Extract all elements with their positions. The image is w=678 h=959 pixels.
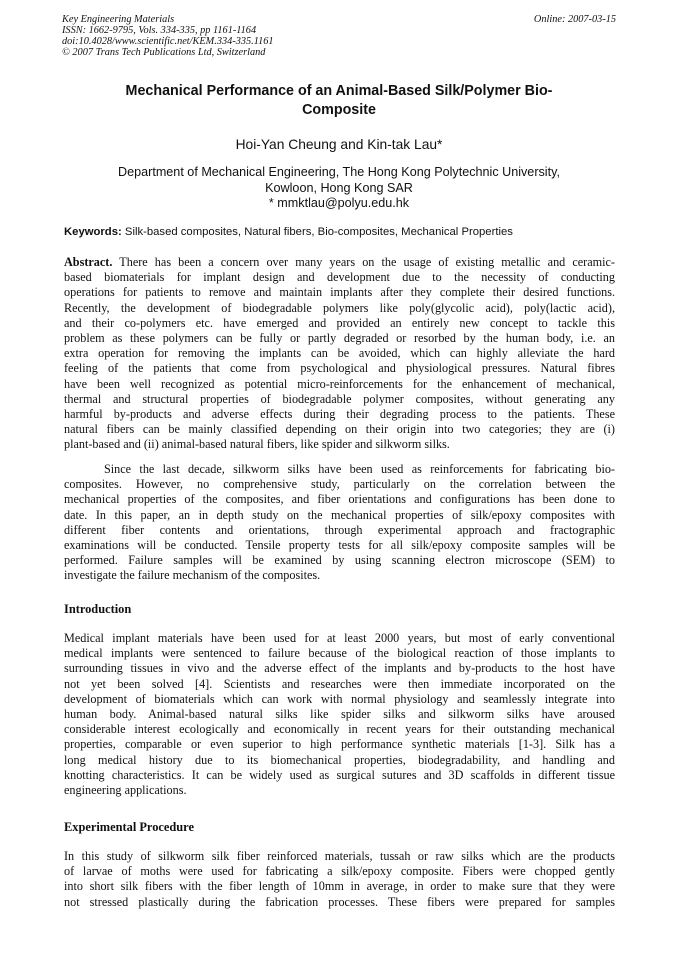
affiliation <box>62 165 616 212</box>
abstract-line: and their co-polymers etc. have emerged and provided an entirely new concept to tackle this <box>64 315 615 330</box>
abstract-line: extra operation for removing the implants can be avoided, which can highly alleviate the hard <box>64 346 615 361</box>
affiliation-line-2: Kowloon, Hong Kong SAR <box>265 180 413 195</box>
abstract-line: have been well recognized as potential micro-reinforcements for the enhancement of mechanical, <box>64 376 615 391</box>
abstract-line: mechanical properties of the composites, and fiber orientations and configurations has been done to <box>64 492 615 507</box>
abstract-line: operations for patients to remove and maintain implants after they complete their desired functions. <box>64 285 615 300</box>
intro-line: development of biomaterials which can work with normal physiology and seamlessly integrate into <box>64 691 615 706</box>
intro-line: properties, comparable or even superior to high performance synthetic materials [1-3]. Silk has a <box>64 737 615 752</box>
paper-title <box>62 82 616 120</box>
experimental-line: into short silk fibers with the fiber length of 10mm in average, in order to make sure that they were <box>64 879 615 894</box>
experimental-line: of larvae of moths were used for fabricating a silk/epoxy composite. Fibers were chopped gently <box>64 864 615 879</box>
intro-line: Medical implant materials have been used for at least 2000 years, but most of early conventional <box>64 631 615 645</box>
abstract-line: plant-based and (ii) animal-based natural fibers, like spider and silkworm silks. <box>64 437 450 452</box>
abstract-line: problem as these polymers can be fully or partly degraded or resorbed by the human body, i.e. an <box>64 330 615 345</box>
introduction-body <box>64 631 615 798</box>
abstract-line: based biomaterials for implant design and development due to the necessity of conducting <box>64 270 615 285</box>
intro-line: surrounding tissues in vivo and the adverse effect of the implants and by-products to the host have <box>64 661 615 676</box>
copyright-line: © 2007 Trans Tech Publications Ltd, Switzerland <box>62 47 266 58</box>
keywords-label: Keywords: <box>64 226 122 238</box>
issn-line: ISSN: 1662-9795, Vols. 334-335, pp 1161-1164 <box>62 25 257 36</box>
doi-line: doi:10.4028/www.scientific.net/KEM.334-335.1161 <box>62 36 274 47</box>
abstract-line: performed. Failure samples will be examined by using scanning electron microscope (SEM) to <box>64 553 615 568</box>
intro-line: engineering applications. <box>64 782 187 797</box>
abstract-label: Abstract. <box>64 255 113 269</box>
abstract <box>64 255 615 452</box>
abstract-line: natural fibers can be mainly classified depending on their origin into two categories; they are (i) <box>64 422 615 437</box>
abstract-line: date. In this paper, an in depth study on the mechanical properties of silk/epoxy composites with <box>64 507 615 522</box>
intro-line: knotting characteristics. It can be widely used as surgical sutures and 3D scaffolds in different tissue <box>64 767 615 782</box>
abstract-first-line <box>64 255 615 270</box>
journal-header <box>62 14 462 58</box>
contact-email: * mmktlau@polyu.edu.hk <box>268 196 410 210</box>
keywords-text: Silk-based composites, Natural fibers, Bio-composites, Mechanical Properties <box>121 226 513 238</box>
abstract-line: thermal and structural properties of biodegradable polymer composites, without generating any <box>64 391 615 406</box>
abstract-line: harmful by-products and adverse effects during their degrading process to the patients. These <box>64 406 615 421</box>
abstract-line: composites. However, no comprehensive study, particularly on the correlation between the <box>64 477 615 492</box>
introduction-heading: Introduction <box>64 602 132 616</box>
title-line-1: Mechanical Performance of an Animal-Based Silk/Polymer Bio- <box>125 83 553 99</box>
abstract-line: feeling of the patients that come from psychological and physiological pressures. Natural fibres <box>64 361 615 376</box>
abstract-line: investigate the failure mechanism of the composites. <box>64 568 321 583</box>
abstract-line: Recently, the development of biodegradable polymers like poly(glycolic acid), poly(lactic acid), <box>64 300 615 315</box>
experimental-line: not stressed plastically during the fabrication processes. These fibers were prepared for samples <box>64 894 615 909</box>
experimental-heading: Experimental Procedure <box>64 820 194 834</box>
intro-line: considerable interest ecologically and economically in recent years for their outstanding mechanical <box>64 722 615 737</box>
abstract-line: different fiber contents and orientations, through experimental approach and fractographic <box>64 522 615 537</box>
authors: Hoi-Yan Cheung and Kin-tak Lau* <box>235 137 443 152</box>
online-date: Online: 2007-03-15 <box>533 14 616 25</box>
abstract-line-text: There has been a concern over many years on the usage of existing metallic and ceramic- <box>112 255 615 269</box>
experimental-line: In this study of silkworm silk fiber reinforced materials, tussah or raw silks which are the products <box>64 849 615 863</box>
affiliation-line-1: Department of Mechanical Engineering, The Hong Kong Polytechnic University, <box>118 165 560 179</box>
intro-line: human body. Animal-based natural silks like spider silks and silkworm silks have aroused <box>64 706 615 721</box>
intro-line: not yet been solved [4]. Scientists and researches were then immediate incorporated on the <box>64 676 615 691</box>
keywords <box>64 225 624 239</box>
abstract-line: examinations will be conducted. Tensile property tests for all silk/epoxy composite samples will be <box>64 537 615 552</box>
abstract-paragraph-2 <box>64 462 615 584</box>
abstract-line: Since the last decade, silkworm silks have been used as reinforcements for fabricating bio- <box>104 462 615 476</box>
title-line-2: Composite <box>302 102 376 118</box>
journal-name: Key Engineering Materials <box>62 14 175 25</box>
experimental-body <box>64 849 615 910</box>
intro-line: long medical history due to its biomechanical properties, biodegradability, and handling and <box>64 752 615 767</box>
intro-line: medical implants were sentenced to failure because of the biological reaction of those implants to <box>64 646 615 661</box>
